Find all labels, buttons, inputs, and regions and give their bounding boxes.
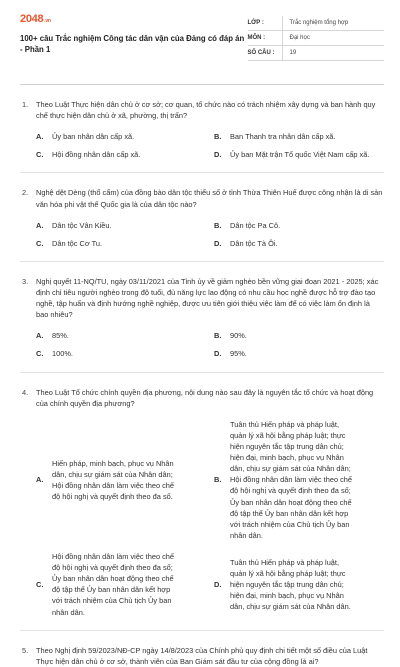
question-number: 2. (22, 188, 29, 198)
option-a[interactable] (36, 131, 206, 142)
meta-label: SỐ CÂU : (247, 49, 275, 56)
option-text: Dân tộc Tà Ôi. (230, 238, 278, 248)
option-text: Ban Thanh tra nhân dân cấp xã. (230, 132, 336, 142)
meta-label: LỚP : (247, 19, 264, 26)
question-text: Theo Luật Thực hiện dân chủ ở cơ sở; cơ quan, tổ chức nào có trách nhiệm xây dựng và ban hành quy chế thực hiện dân chủ ở xã, phường, thị trấn? (36, 100, 376, 121)
option-text: Ủy ban Mặt trận Tổ quốc Việt Nam cấp xã. (230, 150, 370, 160)
meta-row-subject (248, 31, 385, 46)
option-key: D. (214, 150, 222, 160)
answer-options (36, 419, 384, 618)
meta-row-class (248, 16, 385, 31)
option-d[interactable] (214, 348, 384, 359)
option-key: D. (214, 349, 222, 359)
question-divider (20, 172, 384, 173)
meta-table (248, 16, 385, 70)
option-key: A. (36, 132, 44, 142)
option-text: Hiến pháp, minh bạch, phục vụ Nhân dân, chịu sự giám sát của Nhân dân; Hội đồng nhân dân làm việc theo chế độ hội nghị và quyết định theo đa số. (52, 458, 175, 501)
option-key: B. (214, 132, 222, 142)
option-c[interactable] (36, 551, 206, 618)
question-5 (20, 645, 384, 667)
question-divider (20, 630, 384, 631)
question-divider (20, 261, 384, 262)
option-text: Hội đồng nhân dân cấp xã. (52, 150, 141, 160)
meta-separator (282, 46, 290, 60)
option-text: Hội đồng nhân dân làm việc theo chế độ hội nghị và quyết định theo đa số; Ủy ban nhân dân hoạt động theo chế độ tập thể Ủy ban nhân dân kết hợp với trách nhiệm của Chủ tịch Ủy ban nhân dân. (52, 551, 175, 617)
option-b[interactable] (214, 330, 384, 341)
option-key: C. (36, 238, 44, 248)
site-logo[interactable] (20, 14, 248, 25)
question-4 (20, 387, 384, 631)
answer-options (36, 131, 384, 160)
option-d[interactable] (214, 551, 384, 618)
answer-options (36, 330, 384, 359)
option-key: B. (214, 331, 222, 341)
meta-separator (282, 16, 290, 30)
option-key: D. (214, 579, 222, 589)
option-text: Ủy ban nhân dân cấp xã. (52, 132, 135, 142)
option-a[interactable] (36, 220, 206, 231)
option-text: Dân tộc Cơ Tu. (52, 238, 103, 248)
option-b[interactable] (214, 419, 384, 541)
question-text: Nghệ dệt Dèng (thổ cẩm) của đồng bào dân tộc thiểu số ở tỉnh Thừa Thiên Huế được công nhận là di sản văn hóa phi vật thể Quốc gia là của dân tộc nào? (36, 188, 383, 209)
option-d[interactable] (214, 149, 384, 160)
option-key: B. (214, 220, 222, 230)
question-text: Theo Nghị định 59/2023/NĐ-CP ngày 14/8/2023 của Chính phủ quy định chi tiết một số điều của Luật Thực hiện dân chủ ở cơ sở, thành viên của Ban Giám sát đầu tư của cộng đồng là ai? (36, 645, 368, 666)
option-d[interactable] (214, 238, 384, 249)
option-text: 100%. (52, 349, 73, 359)
option-key: A. (36, 220, 44, 230)
meta-row-count (248, 46, 385, 61)
header-left (20, 14, 248, 70)
meta-value: 19 (289, 49, 297, 56)
option-text: Tuân thủ Hiến pháp và pháp luật, quản lý xã hội bằng pháp luật; thực hiện nguyên tắc tập trung dân chủ; hiện đại, minh bạch, phục vụ Nhân dân, chịu sự giám sát của Nhân dân. (230, 557, 351, 611)
option-key: A. (36, 331, 44, 341)
question-number: 5. (22, 645, 29, 655)
option-text: Dân tộc Vân Kiều. (52, 220, 112, 230)
meta-separator (282, 31, 290, 45)
option-key: C. (36, 150, 44, 160)
meta-value: Đại học (289, 34, 310, 41)
option-key: B. (214, 475, 222, 485)
answer-options (36, 220, 384, 249)
logo-suffix: .vn (44, 18, 51, 24)
header-divider (20, 84, 384, 85)
question-text: Theo Luật Tổ chức chính quyền địa phương, nội dung nào sau đây là nguyên tắc tổ chức và hoạt động của chính quyền địa phương? (36, 387, 374, 408)
option-key: C. (36, 579, 44, 589)
option-a[interactable] (36, 419, 206, 541)
logo-brand: 2048 (20, 13, 44, 25)
meta-label: MÔN : (247, 34, 266, 41)
option-text: Dân tộc Pa Cô. (230, 220, 281, 230)
option-key: A. (36, 475, 44, 485)
question-2 (20, 187, 384, 261)
option-text: 85%. (52, 331, 69, 341)
option-b[interactable] (214, 131, 384, 142)
option-a[interactable] (36, 330, 206, 341)
option-text: 90%. (230, 331, 247, 341)
document-title: 100+ câu Trắc nghiệm Công tác dân vận của Đảng có đáp án - Phần 1 (20, 34, 245, 54)
option-key: C. (36, 349, 44, 359)
option-b[interactable] (214, 220, 384, 231)
question-3 (20, 276, 384, 373)
question-number: 4. (22, 387, 29, 397)
option-c[interactable] (36, 348, 206, 359)
question-number: 1. (22, 100, 29, 109)
question-text: Nghị quyết 11-NQ/TU, ngày 03/11/2021 của Tỉnh ủy về giảm nghèo bền vững giai đoạn 2021 - 2025; xác định chỉ tiêu người nghèo trong độ tuổi, đủ năng lực lao động có nhu cầu học nghề được hỗ trợ đào tạo nghề, tập huấn và định hướng nghề nghiệp, được ưu tiên giới thiệu việc làm để có việc làm ổn định là bao nhiêu? (36, 276, 379, 320)
option-key: D. (214, 238, 222, 248)
option-c[interactable] (36, 149, 206, 160)
question-divider (20, 372, 384, 373)
meta-value: Trắc nghiệm tổng hợp (289, 19, 349, 26)
header (20, 14, 384, 70)
option-text: Tuân thủ Hiến pháp và pháp luật, quản lý xã hội bằng pháp luật; thực hiện nguyên tắc tập trung dân chủ; hiện đại, minh bạch, phục vụ Nhân dân, chịu sự giám sát của Nhân dân; Hội đồng nhân dân làm việc theo chế độ hội nghị và quyết định theo đa số; Ủy ban nhân dân hoạt động theo chế độ tập thể Ủy ban nhân dân kết hợp với trách nhiệm của Chủ tịch Ủy ban nhân dân. (230, 419, 353, 540)
question-1 (20, 99, 384, 173)
option-text: 95%. (230, 349, 247, 359)
question-number: 3. (22, 276, 29, 286)
option-c[interactable] (36, 238, 206, 249)
